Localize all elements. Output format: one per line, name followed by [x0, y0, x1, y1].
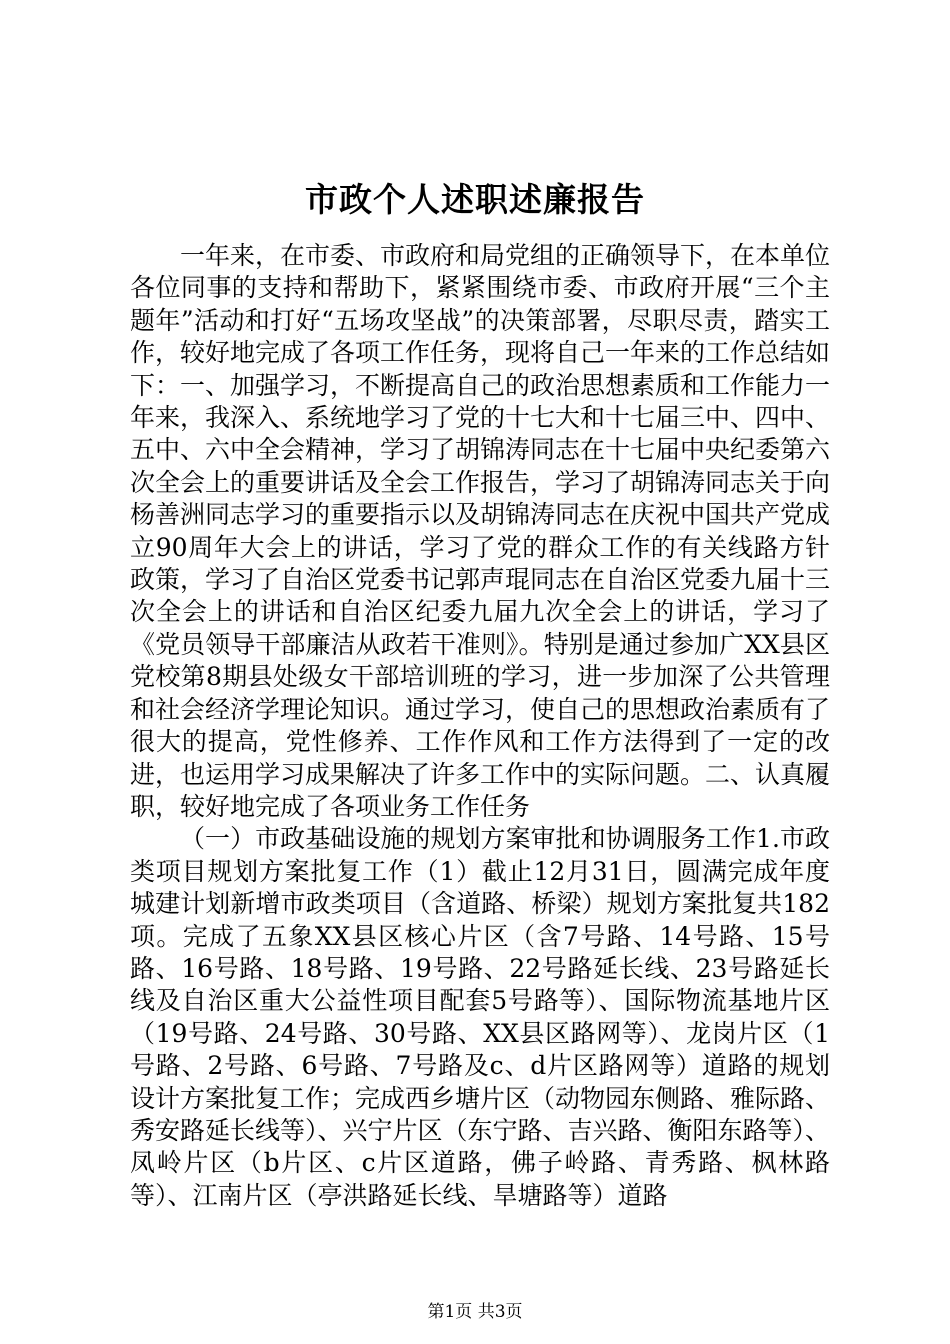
- page-indicator: 第1页 共3页: [427, 1302, 523, 1322]
- paragraph-section-1: （一）市政基础设施的规划方案审批和协调服务工作1.市政类项目规划方案批复工作（1）截止12月31日，圆满完成年度城建计划新增市政类项目（含道路、桥梁）规划方案批复共182项。完成了五象XX县区核心片区（含7号路、14号路、15号路、16号路、18号路、19号路、22号路延长线、23号路延长线及自治区重大公益性项目配套5号路等）、国际物流基地片区（19号路、24号路、30号路、XX县区路网等）、龙岗片区（1号路、2号路、6号路、7号路及c、d片区路网等）道路的规划设计方案批复工作；完成西乡塘片区（动物园东侧路、雅际路、秀安路延长线等）、兴宁片区（东宁路、吉兴路、衡阳东路等）、凤岭片区（b片区、c片区道路，佛子岭路、青秀路、枫林路等）、江南片区（亭洪路延长线、旱塘路等）道路: [130, 824, 831, 1210]
- paragraph-intro: 一年来，在市委、市政府和局党组的正确领导下，在本单位各位同事的支持和帮助下，紧紧围绕市委、市政府开展“三个主题年”活动和打好“五场攻坚战”的决策部署，尽职尽责，踏实工作，较好地完成了各项工作任务，现将自己一年来的工作总结如下：一、加强学习，不断提高自己的政治思想素质和工作能力一年来，我深入、系统地学习了党的十七大和十七届三中、四中、五中、六中全会精神，学习了胡锦涛同志在十七届中央纪委第六次全会上的重要讲话及全会工作报告，学习了胡锦涛同志关于向杨善洲同志学习的重要指示以及胡锦涛同志在庆祝中国共产党成立90周年大会上的讲话，学习了党的群众工作的有关线路方针政策，学习了自治区党委书记郭声琨同志在自治区党委九届十三次全会上的讲话和自治区纪委九届九次全会上的讲话，学习了《党员领导干部廉洁从政若干准则》。特别是通过参加广XX县区党校第8期县处级女干部培训班的学习，进一步加深了公共管理和社会经济学理论知识。通过学习，使自己的思想政治素质有了很大的提高，党性修养、工作作风和工作方法得到了一定的改进，也运用学习成果解决了许多工作中的实际问题。二、认真履职，较好地完成了各项业务工作任务: [130, 241, 831, 821]
- document-title: 市政个人述职述廉报告: [305, 180, 645, 219]
- document-body: [130, 240, 830, 1212]
